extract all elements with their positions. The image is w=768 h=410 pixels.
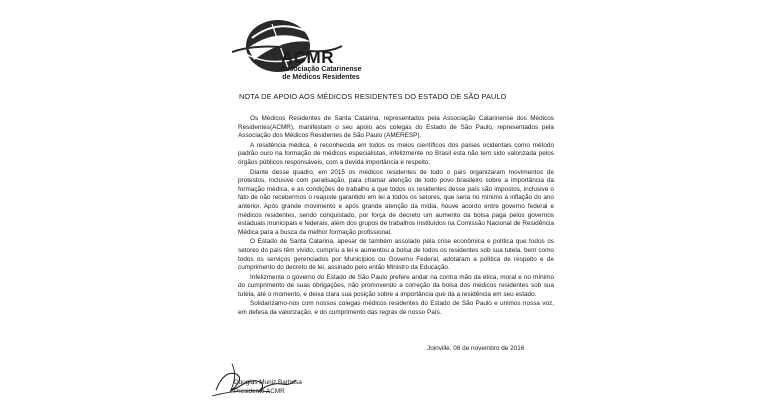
signatory-role: Presidente ACMR (234, 388, 285, 395)
paragraph: Os Médicos Residentes de Santa Catarina, representados pela Associação Catarinense dos Médicos Residentes(ACMR), manifestam o seu apoio aos colegas do Estado de São Paulo, representados pela Associação dos Médicos Residentes de São Paulo (AMERESP). (238, 115, 554, 140)
signatory-name: Douglas Muniz Barbosa (234, 379, 302, 386)
paragraph: Diante desse quadro, em 2015 os médicos residentes de todo o país organizaram movimentos de protestos, inclusive com paralisação, para chamar atenção de todo povo brasileiro sobre a importância da formação médica, e as condições de trabalho a que todos os residentes desse país são impostos, inclusive o fato de não recebermos o reajuste garantido em lei a todos os setores, que seria no mínimo a inflação do ano anterior. Após grande movimento e após grande atenção da mídia, houve acordo entre governo federal e médicos residentes, sendo conquistado, por força de decreto um aumento da bolsa paga pelos governos estaduais municipais e federais, além dos grupos de trabalhos instituídos na Comissão Nacional de Residência Médica para a busca da melhor formação profissional. (238, 168, 554, 236)
logo-name: ACMR (281, 48, 334, 67)
paragraph: Solidarizamo-nos com nossos colegas médicos residentes do Estado de São Paulo e unimos nossa voz, em defesa da valorização, e do cumprimento das regras de nosso País. (238, 300, 554, 317)
logo-subtitle (276, 66, 366, 82)
document-body (238, 115, 554, 319)
paragraph: Infelizmente o governo do Estado de São Paulo prefere andar na contra mão da ética, moral e no mínimo do cumprimento de suas obrigações, não promovendo a correção da bolsa dos médicos residentes sob sua tutela, até o momento, e deixa clara sua posição sobre a importância que da a residência em seu estado. (238, 273, 554, 298)
logo-subtitle-line1: Associação Catarinense (280, 66, 362, 73)
document-title: NOTA DE APOIO AOS MÉDICOS RESIDENTES DO ESTADO DE SÃO PAULO (239, 92, 507, 101)
paragraph: O Estado de Santa Catarina, apesar de também assolado pela crise econômica e política que todos os setores do país têm vivido, cumpriu a lei e aumentou a bolsa de todos os residentes sob sua tutela, bem como todos os serviços gerenciados por Municípios ou Governo Federal, adotaram a política de respeito e de cumprimento do decreto de lei, assinado pelo então Ministro da Educação. (238, 238, 554, 272)
logo-subtitle-line2: de Médicos Residentes (282, 74, 360, 81)
date-line: Joinville, 08 de novembro de 2016 (427, 345, 525, 352)
paragraph: A residência médica, é reconhecida em todos os meios científicos dos países ocidentais como método padrão ouro na formação de médicos especialistas, infelizmente no Brasil esta não tem sido valorizada pelos órgãos públicos responsáveis, com a devida importância e respeito. (238, 141, 554, 166)
